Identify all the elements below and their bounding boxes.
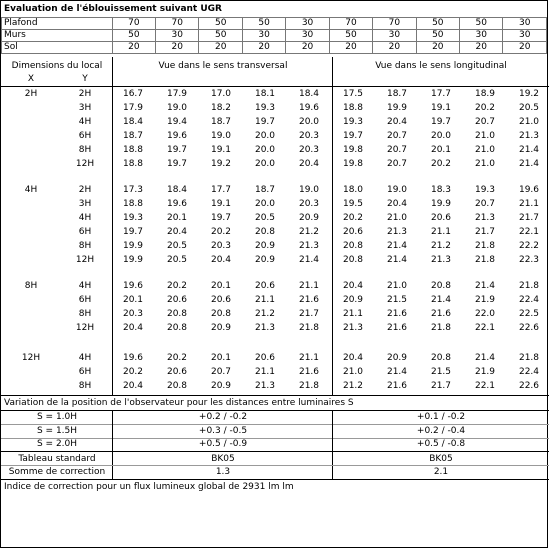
ugr-transversal-value: 18.4	[122, 117, 144, 127]
ugr-longitudinal-value: 22.1	[474, 381, 496, 391]
ugr-transversal-value: 21.1	[254, 367, 276, 377]
ugr-longitudinal-value: 22.4	[518, 367, 540, 377]
room-y-label: 2H	[78, 185, 92, 195]
reflectance-value: 30	[156, 30, 199, 42]
room-y-label: 3H	[78, 103, 92, 113]
ugr-transversal-value: 20.9	[254, 255, 276, 265]
variation-longitudinal: +0.1 / -0.2	[416, 412, 466, 422]
ugr-longitudinal-value: 21.0	[474, 145, 496, 155]
ugr-transversal-value: 20.3	[298, 145, 320, 155]
ugr-longitudinal-value: 19.2	[518, 89, 540, 99]
variation-spacing-label: S = 1.0H	[36, 412, 78, 422]
ugr-transversal-value: 16.7	[122, 89, 144, 99]
ugr-longitudinal-value: 19.3	[474, 185, 496, 195]
room-y-label: 8H	[78, 241, 92, 251]
ugr-transversal-value: 19.9	[122, 255, 144, 265]
ugr-transversal-value: 19.6	[298, 103, 320, 113]
ugr-transversal-value: 19.7	[122, 227, 144, 237]
ugr-transversal-value: 20.1	[210, 353, 232, 363]
ugr-longitudinal-value: 20.8	[430, 281, 452, 291]
ugr-longitudinal-value: 20.6	[430, 213, 452, 223]
ugr-longitudinal-value: 20.1	[430, 145, 452, 155]
ugr-longitudinal-value: 22.2	[518, 241, 540, 251]
ugr-longitudinal-value: 21.9	[474, 367, 496, 377]
variation-longitudinal: +0.2 / -0.4	[416, 425, 466, 436]
reflectance-value: 70	[329, 18, 372, 30]
reflectance-value: 20	[199, 42, 242, 54]
ugr-longitudinal-value: 21.3	[342, 323, 364, 333]
reflectance-value: 20	[373, 42, 416, 54]
ugr-longitudinal-value: 19.8	[342, 145, 364, 155]
ugr-longitudinal-value: 22.6	[518, 323, 540, 333]
x-header: X	[27, 74, 35, 84]
reflectance-value: 20	[329, 42, 372, 54]
ugr-transversal-value: 19.6	[166, 131, 188, 141]
ugr-longitudinal-value: 20.7	[474, 117, 496, 127]
ugr-transversal-value: 20.6	[166, 295, 188, 305]
ugr-longitudinal-value: 19.1	[430, 103, 452, 113]
ugr-transversal-value: 20.2	[122, 367, 144, 377]
ugr-longitudinal-value: 21.2	[430, 241, 452, 251]
ugr-transversal-value: 21.3	[298, 241, 320, 251]
room-y-label: 6H	[78, 227, 92, 237]
ugr-transversal-value: 20.8	[254, 227, 276, 237]
room-y-label: 8H	[78, 309, 92, 319]
room-x-label: 12H	[21, 353, 41, 363]
ugr-transversal-value: 20.6	[166, 367, 188, 377]
ugr-transversal-value: 21.2	[254, 309, 276, 319]
ugr-longitudinal-value: 21.3	[386, 227, 408, 237]
ugr-transversal-value: 20.1	[166, 213, 188, 223]
ugr-transversal-value: 18.8	[122, 159, 144, 169]
ugr-transversal-value: 20.5	[166, 255, 188, 265]
room-x-label: 8H	[24, 281, 38, 291]
reflectance-row	[2, 30, 547, 42]
ugr-longitudinal-value: 21.4	[518, 145, 540, 155]
ugr-transversal-value: 20.8	[166, 309, 188, 319]
ugr-longitudinal-value: 21.8	[518, 353, 540, 363]
ugr-longitudinal-value: 21.4	[386, 255, 408, 265]
room-y-label: 12H	[75, 323, 95, 333]
ugr-longitudinal-value: 21.3	[430, 255, 452, 265]
room-y-label: 12H	[75, 159, 95, 169]
ugr-transversal-value: 19.0	[166, 103, 188, 113]
variation-header: Variation de la position de l'observateur pour les distances entre luminaires S	[4, 398, 354, 408]
ugr-transversal-value: 20.0	[254, 131, 276, 141]
reflectance-value: 20	[156, 42, 199, 54]
variation-spacing-label: S = 1.5H	[36, 425, 78, 436]
ugr-transversal-value: 20.0	[254, 145, 276, 155]
room-y-label: 6H	[78, 131, 92, 141]
reflectance-value: 50	[416, 30, 459, 42]
ugr-transversal-value: 21.8	[298, 323, 320, 333]
variation-transversal: +0.3 / -0.5	[198, 425, 248, 436]
ugr-transversal-value: 21.1	[298, 281, 320, 291]
ugr-longitudinal-value: 20.7	[386, 131, 408, 141]
reflectance-value: 70	[373, 18, 416, 30]
ugr-longitudinal-value: 20.8	[342, 255, 364, 265]
ugr-transversal-value: 20.7	[210, 367, 232, 377]
correction-longitudinal: 2.1	[433, 467, 449, 477]
reflectance-value: 50	[199, 30, 242, 42]
reflectance-value: 50	[460, 18, 503, 30]
reflectance-label: Sol	[2, 42, 113, 54]
variation-spacing-label: S = 2.0H	[36, 439, 78, 449]
ugr-longitudinal-value: 21.4	[430, 295, 452, 305]
ugr-longitudinal-value: 21.6	[386, 323, 408, 333]
ugr-longitudinal-value: 21.0	[474, 131, 496, 141]
ugr-transversal-value: 20.9	[254, 241, 276, 251]
ugr-longitudinal-value: 22.5	[518, 309, 540, 319]
ugr-transversal-value: 17.3	[122, 185, 144, 195]
ugr-transversal-value: 19.3	[122, 213, 144, 223]
ugr-transversal-value: 20.2	[166, 353, 188, 363]
ugr-longitudinal-value: 20.9	[386, 353, 408, 363]
ugr-longitudinal-value: 21.6	[386, 381, 408, 391]
reflectance-row	[2, 42, 547, 54]
ugr-longitudinal-value: 18.8	[342, 103, 364, 113]
ugr-transversal-value: 21.3	[254, 323, 276, 333]
ugr-transversal-value: 20.0	[254, 199, 276, 209]
ugr-transversal-value: 19.4	[166, 117, 188, 127]
ugr-longitudinal-value: 21.0	[474, 159, 496, 169]
ugr-transversal-value: 17.0	[210, 89, 232, 99]
ugr-longitudinal-value: 21.6	[386, 309, 408, 319]
ugr-transversal-value: 18.7	[254, 185, 276, 195]
reflectance-value: 20	[503, 42, 547, 54]
ugr-transversal-value: 20.3	[298, 199, 320, 209]
ugr-longitudinal-value: 21.4	[518, 159, 540, 169]
room-y-label: 4H	[78, 281, 92, 291]
ugr-transversal-value: 20.6	[254, 353, 276, 363]
ugr-transversal-value: 21.1	[298, 353, 320, 363]
reflectance-value: 30	[503, 30, 547, 42]
reflectance-value: 20	[112, 42, 155, 54]
ugr-longitudinal-value: 19.9	[430, 199, 452, 209]
ugr-transversal-value: 20.4	[298, 159, 320, 169]
room-y-label: 12H	[75, 255, 95, 265]
ugr-transversal-value: 20.0	[254, 159, 276, 169]
ugr-transversal-value: 19.3	[254, 103, 276, 113]
ugr-longitudinal-value: 22.0	[474, 309, 496, 319]
ugr-transversal-value: 17.7	[210, 185, 232, 195]
ugr-transversal-value: 21.8	[298, 381, 320, 391]
reflectance-value: 30	[460, 30, 503, 42]
ugr-longitudinal-value: 21.9	[474, 295, 496, 305]
ugr-transversal-value: 18.8	[122, 199, 144, 209]
ugr-transversal-value: 18.2	[210, 103, 232, 113]
ugr-longitudinal-value: 21.0	[386, 213, 408, 223]
ugr-longitudinal-value: 21.2	[342, 381, 364, 391]
ugr-longitudinal-value: 19.3	[342, 117, 364, 127]
reflectance-row	[2, 18, 547, 30]
ugr-transversal-value: 19.6	[166, 199, 188, 209]
ugr-longitudinal-value: 20.2	[342, 213, 364, 223]
ugr-longitudinal-value: 20.2	[474, 103, 496, 113]
ugr-transversal-value: 20.5	[254, 213, 276, 223]
ugr-longitudinal-value: 21.5	[386, 295, 408, 305]
ugr-longitudinal-value: 22.1	[474, 323, 496, 333]
ugr-longitudinal-value: 22.3	[518, 255, 540, 265]
ugr-transversal-value: 20.8	[166, 323, 188, 333]
variation-longitudinal: +0.5 / -0.8	[416, 439, 466, 449]
ugr-longitudinal-value: 21.3	[474, 213, 496, 223]
ugr-longitudinal-value: 21.0	[518, 117, 540, 127]
ugr-transversal-value: 21.3	[254, 381, 276, 391]
reflectance-label: Plafond	[2, 18, 113, 30]
room-y-label: 8H	[78, 381, 92, 391]
reflectance-value: 20	[286, 42, 329, 54]
ugr-transversal-value: 18.4	[298, 89, 320, 99]
y-header: Y	[82, 74, 88, 84]
ugr-transversal-value: 20.8	[166, 381, 188, 391]
reflectance-value: 20	[460, 42, 503, 54]
reflectance-value: 50	[416, 18, 459, 30]
ugr-longitudinal-value: 21.4	[474, 353, 496, 363]
room-y-label: 4H	[78, 213, 92, 223]
correction-label: Somme de correction	[8, 467, 106, 477]
ugr-longitudinal-value: 18.9	[474, 89, 496, 99]
ugr-longitudinal-value: 21.7	[518, 213, 540, 223]
dims-header: Dimensions du local	[11, 61, 103, 71]
footer-note: Indice de correction pour un flux lumineux global de 2931 lm lm	[4, 482, 294, 492]
ugr-transversal-value: 20.2	[210, 227, 232, 237]
ugr-longitudinal-value: 20.6	[342, 227, 364, 237]
ugr-longitudinal-value: 21.8	[474, 241, 496, 251]
ugr-longitudinal-value: 21.8	[430, 323, 452, 333]
variation-transversal: +0.2 / -0.2	[198, 412, 248, 422]
ugr-transversal-value: 19.9	[122, 241, 144, 251]
longitudinal-header: Vue dans le sens longitudinal	[375, 61, 507, 71]
ugr-longitudinal-value: 21.0	[342, 367, 364, 377]
ugr-longitudinal-value: 18.3	[430, 185, 452, 195]
reflectance-value: 30	[373, 30, 416, 42]
ugr-longitudinal-value: 22.4	[518, 295, 540, 305]
ugr-transversal-value: 20.9	[210, 323, 232, 333]
ugr-longitudinal-value: 20.4	[386, 199, 408, 209]
ugr-transversal-value: 20.3	[210, 241, 232, 251]
room-y-label: 8H	[78, 145, 92, 155]
ugr-transversal-value: 17.9	[166, 89, 188, 99]
ugr-transversal-value: 18.7	[122, 131, 144, 141]
room-y-label: 2H	[78, 89, 92, 99]
ugr-longitudinal-value: 19.5	[342, 199, 364, 209]
room-y-label: 6H	[78, 295, 92, 305]
room-y-label: 6H	[78, 367, 92, 377]
ugr-transversal-value: 19.7	[166, 159, 188, 169]
ugr-longitudinal-value: 21.8	[518, 281, 540, 291]
ugr-transversal-value: 21.4	[298, 255, 320, 265]
ugr-transversal-value: 19.0	[298, 185, 320, 195]
ugr-transversal-value: 19.7	[254, 117, 276, 127]
ugr-longitudinal-value: 19.6	[518, 185, 540, 195]
reflectance-label: Murs	[2, 30, 113, 42]
ugr-longitudinal-value: 21.7	[430, 381, 452, 391]
reflectance-value: 70	[112, 18, 155, 30]
reflectance-value: 30	[503, 18, 547, 30]
ugr-transversal-value: 19.2	[210, 159, 232, 169]
ugr-longitudinal-value: 19.9	[386, 103, 408, 113]
reflectance-value: 50	[242, 18, 285, 30]
ugr-longitudinal-value: 20.7	[474, 199, 496, 209]
ugr-longitudinal-value: 20.7	[386, 145, 408, 155]
reflectance-value: 30	[286, 18, 329, 30]
ugr-transversal-value: 19.6	[122, 281, 144, 291]
reflectance-value: 70	[156, 18, 199, 30]
ugr-transversal-value: 20.4	[122, 323, 144, 333]
ugr-transversal-value: 21.1	[254, 295, 276, 305]
ugr-longitudinal-value: 21.8	[474, 255, 496, 265]
ugr-transversal-value: 20.1	[122, 295, 144, 305]
ugr-longitudinal-value: 21.1	[342, 309, 364, 319]
ugr-longitudinal-value: 20.4	[342, 353, 364, 363]
ugr-transversal-value: 19.6	[122, 353, 144, 363]
ugr-transversal-value: 20.8	[210, 309, 232, 319]
standard-transversal: BK05	[211, 454, 235, 464]
ugr-longitudinal-value: 20.5	[518, 103, 540, 113]
reflectance-value: 50	[329, 30, 372, 42]
ugr-transversal-value: 20.3	[122, 309, 144, 319]
transversal-header: Vue dans le sens transversal	[158, 61, 288, 71]
ugr-transversal-value: 20.3	[298, 131, 320, 141]
ugr-transversal-value: 20.4	[210, 255, 232, 265]
ugr-transversal-value: 20.0	[298, 117, 320, 127]
room-y-label: 4H	[78, 353, 92, 363]
ugr-longitudinal-value: 20.4	[342, 281, 364, 291]
ugr-transversal-value: 18.7	[210, 117, 232, 127]
standard-longitudinal: BK05	[429, 454, 453, 464]
ugr-transversal-value: 20.4	[166, 227, 188, 237]
ugr-longitudinal-value: 21.4	[474, 281, 496, 291]
reflectance-value: 50	[112, 30, 155, 42]
room-x-label: 4H	[24, 185, 38, 195]
reflectance-value: 20	[416, 42, 459, 54]
ugr-transversal-value: 20.5	[166, 241, 188, 251]
standard-label: Tableau standard	[18, 454, 96, 464]
ugr-longitudinal-value: 20.7	[386, 159, 408, 169]
ugr-transversal-value: 20.9	[298, 213, 320, 223]
ugr-longitudinal-value: 21.0	[386, 281, 408, 291]
ugr-longitudinal-value: 21.1	[430, 227, 452, 237]
ugr-transversal-value: 20.1	[210, 281, 232, 291]
ugr-transversal-value: 20.6	[254, 281, 276, 291]
ugr-transversal-value: 19.1	[210, 199, 232, 209]
ugr-longitudinal-value: 18.0	[342, 185, 364, 195]
ugr-longitudinal-value: 21.6	[430, 309, 452, 319]
ugr-longitudinal-value: 19.0	[386, 185, 408, 195]
ugr-transversal-value: 20.2	[166, 281, 188, 291]
reflectance-value: 30	[242, 30, 285, 42]
ugr-longitudinal-value: 21.3	[518, 131, 540, 141]
reflectance-value: 30	[286, 30, 329, 42]
ugr-transversal-value: 18.8	[122, 145, 144, 155]
ugr-longitudinal-value: 20.0	[430, 131, 452, 141]
ugr-transversal-value: 20.9	[210, 381, 232, 391]
ugr-longitudinal-value: 22.6	[518, 381, 540, 391]
ugr-transversal-value: 19.1	[210, 145, 232, 155]
room-x-label: 2H	[24, 89, 38, 99]
ugr-longitudinal-value: 22.1	[518, 227, 540, 237]
ugr-longitudinal-value: 20.4	[386, 117, 408, 127]
reflectance-table	[1, 17, 547, 54]
ugr-transversal-value: 17.9	[122, 103, 144, 113]
ugr-longitudinal-value: 20.8	[342, 241, 364, 251]
correction-transversal: 1.3	[215, 467, 231, 477]
ugr-longitudinal-value: 20.8	[430, 353, 452, 363]
ugr-longitudinal-value: 21.4	[386, 367, 408, 377]
ugr-longitudinal-value: 19.7	[342, 131, 364, 141]
ugr-longitudinal-value: 19.8	[342, 159, 364, 169]
ugr-longitudinal-value: 20.9	[342, 295, 364, 305]
ugr-transversal-value: 20.6	[210, 295, 232, 305]
reflectance-value: 50	[199, 18, 242, 30]
variation-transversal: +0.5 / -0.9	[198, 439, 248, 449]
ugr-transversal-value: 18.1	[254, 89, 276, 99]
ugr-transversal-value: 21.6	[298, 295, 320, 305]
table-title: Evaluation de l'éblouissement suivant UGR	[4, 4, 222, 14]
ugr-longitudinal-value: 17.7	[430, 89, 452, 99]
ugr-transversal-value: 21.7	[298, 309, 320, 319]
room-y-label: 3H	[78, 199, 92, 209]
ugr-longitudinal-value: 19.7	[430, 117, 452, 127]
ugr-longitudinal-value: 18.7	[386, 89, 408, 99]
ugr-transversal-value: 21.6	[298, 367, 320, 377]
ugr-transversal-value: 19.0	[210, 131, 232, 141]
ugr-transversal-value: 21.2	[298, 227, 320, 237]
ugr-longitudinal-value: 21.1	[518, 199, 540, 209]
ugr-transversal-value: 20.4	[122, 381, 144, 391]
reflectance-value: 20	[242, 42, 285, 54]
ugr-longitudinal-value: 21.7	[474, 227, 496, 237]
room-y-label: 4H	[78, 117, 92, 127]
ugr-longitudinal-value: 17.5	[342, 89, 364, 99]
ugr-longitudinal-value: 21.5	[430, 367, 452, 377]
ugr-longitudinal-value: 20.2	[430, 159, 452, 169]
ugr-transversal-value: 19.7	[166, 145, 188, 155]
ugr-transversal-value: 18.4	[166, 185, 188, 195]
ugr-longitudinal-value: 21.4	[386, 241, 408, 251]
ugr-transversal-value: 19.7	[210, 213, 232, 223]
